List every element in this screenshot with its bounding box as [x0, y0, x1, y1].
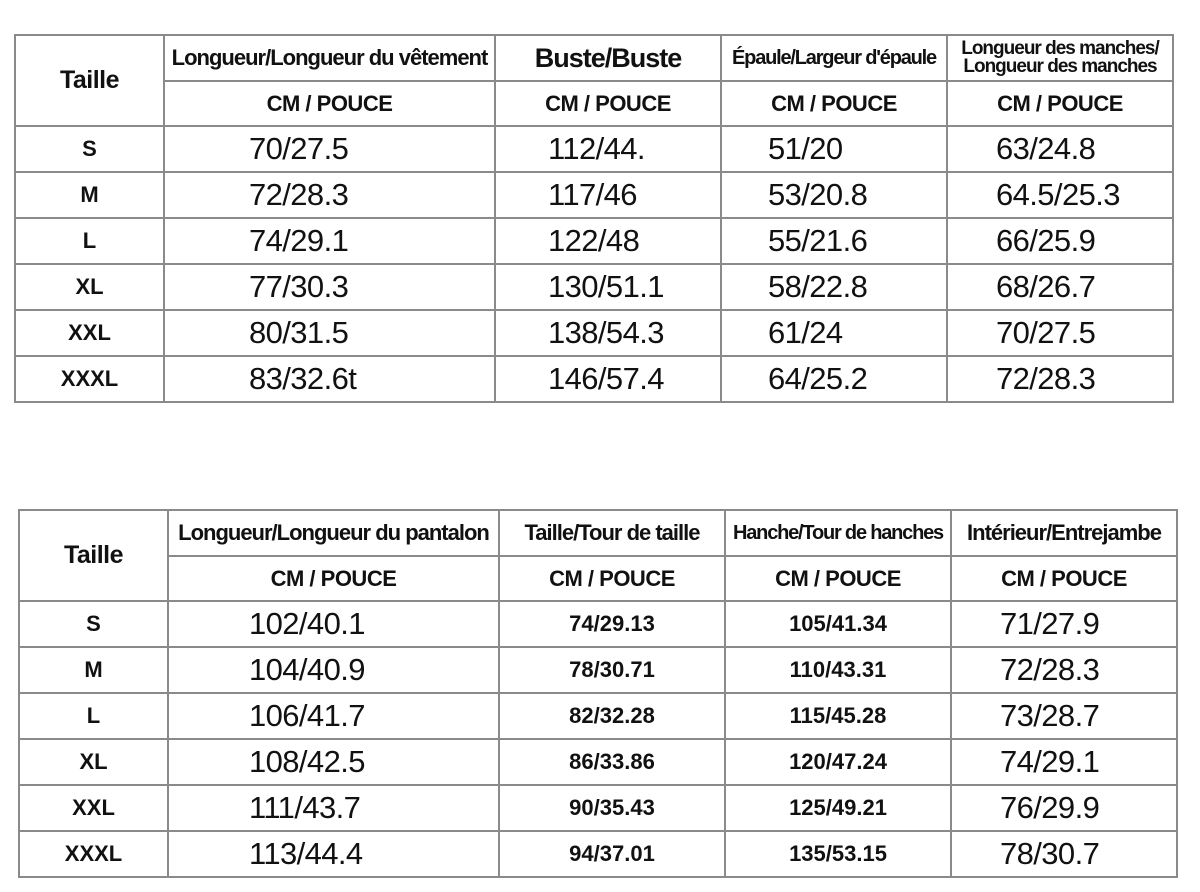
- unit-label: CM / POUCE: [951, 556, 1177, 601]
- sleeve-value: 72/28.3: [947, 356, 1173, 402]
- size-column-header: Taille: [15, 35, 164, 126]
- waist-value: 90/35.43: [499, 785, 725, 831]
- unit-label: CM / POUCE: [168, 556, 499, 601]
- sleeve-value: 64.5/25.3: [947, 172, 1173, 218]
- unit-label: CM / POUCE: [164, 81, 495, 126]
- bottom-size-table: [18, 509, 1178, 878]
- inseam-value: 74/29.1: [951, 739, 1177, 785]
- size-label: M: [15, 172, 164, 218]
- size-label: L: [15, 218, 164, 264]
- hip-value: 110/43.31: [725, 647, 951, 693]
- sleeve-value: 66/25.9: [947, 218, 1173, 264]
- column-header-sleeve: [947, 35, 1173, 81]
- inseam-value: 71/27.9: [951, 601, 1177, 647]
- size-label: L: [19, 693, 168, 739]
- size-label: M: [19, 647, 168, 693]
- shoulder-value: 55/21.6: [721, 218, 947, 264]
- column-header-sleeve-text: Longueur des manches/ Longueur des manches: [961, 38, 1159, 77]
- chest-value: 146/57.4: [495, 356, 721, 402]
- size-label: XL: [15, 264, 164, 310]
- column-header-inseam: Intérieur/Entrejambe: [951, 510, 1177, 556]
- size-label: XXL: [19, 785, 168, 831]
- chest-value: 112/44.: [495, 126, 721, 172]
- length-value: 74/29.1: [164, 218, 495, 264]
- length-value: 72/28.3: [164, 172, 495, 218]
- bottom-unit-row: [19, 556, 1177, 601]
- inseam-value: 78/30.7: [951, 831, 1177, 877]
- table-row: [19, 601, 1177, 647]
- column-header-length: Longueur/Longueur du vêtement: [164, 35, 495, 81]
- length-value: 80/31.5: [164, 310, 495, 356]
- top-size-table: [14, 34, 1174, 403]
- table-row: [19, 693, 1177, 739]
- trouser-length-value: 102/40.1: [168, 601, 499, 647]
- table-row: [15, 356, 1173, 402]
- shoulder-value: 64/25.2: [721, 356, 947, 402]
- chest-value: 130/51.1: [495, 264, 721, 310]
- table-row: [15, 264, 1173, 310]
- size-column-header: Taille: [19, 510, 168, 601]
- size-label: S: [19, 601, 168, 647]
- waist-value: 82/32.28: [499, 693, 725, 739]
- length-value: 83/32.6t: [164, 356, 495, 402]
- shoulder-value: 51/20: [721, 126, 947, 172]
- table-row: [15, 310, 1173, 356]
- chest-value: 122/48: [495, 218, 721, 264]
- size-label: S: [15, 126, 164, 172]
- trouser-length-value: 111/43.7: [168, 785, 499, 831]
- table-row: [19, 647, 1177, 693]
- length-value: 77/30.3: [164, 264, 495, 310]
- chest-value: 117/46: [495, 172, 721, 218]
- size-label: XXL: [15, 310, 164, 356]
- table-row: [15, 172, 1173, 218]
- inseam-value: 76/29.9: [951, 785, 1177, 831]
- top-unit-row: [15, 81, 1173, 126]
- hip-value: 115/45.28: [725, 693, 951, 739]
- sleeve-value: 70/27.5: [947, 310, 1173, 356]
- unit-label: CM / POUCE: [947, 81, 1173, 126]
- waist-value: 74/29.13: [499, 601, 725, 647]
- shoulder-value: 53/20.8: [721, 172, 947, 218]
- column-header-hip: Hanche/Tour de hanches: [725, 510, 951, 556]
- shoulder-value: 61/24: [721, 310, 947, 356]
- shoulder-value: 58/22.8: [721, 264, 947, 310]
- trouser-length-value: 106/41.7: [168, 693, 499, 739]
- length-value: 70/27.5: [164, 126, 495, 172]
- unit-label: CM / POUCE: [725, 556, 951, 601]
- column-header-waist: Taille/Tour de taille: [499, 510, 725, 556]
- column-header-shoulder: Épaule/Largeur d'épaule: [721, 35, 947, 81]
- waist-value: 78/30.71: [499, 647, 725, 693]
- column-header-chest: Buste/Buste: [495, 35, 721, 81]
- unit-label: CM / POUCE: [499, 556, 725, 601]
- chest-value: 138/54.3: [495, 310, 721, 356]
- waist-value: 94/37.01: [499, 831, 725, 877]
- unit-label: CM / POUCE: [721, 81, 947, 126]
- sleeve-value: 68/26.7: [947, 264, 1173, 310]
- table-row: [19, 831, 1177, 877]
- sleeve-value: 63/24.8: [947, 126, 1173, 172]
- hip-value: 125/49.21: [725, 785, 951, 831]
- size-label: XXXL: [15, 356, 164, 402]
- inseam-value: 72/28.3: [951, 647, 1177, 693]
- trouser-length-value: 113/44.4: [168, 831, 499, 877]
- hip-value: 120/47.24: [725, 739, 951, 785]
- trouser-length-value: 104/40.9: [168, 647, 499, 693]
- trouser-length-value: 108/42.5: [168, 739, 499, 785]
- top-header-row: [15, 35, 1173, 81]
- table-row: [15, 218, 1173, 264]
- unit-label: CM / POUCE: [495, 81, 721, 126]
- inseam-value: 73/28.7: [951, 693, 1177, 739]
- hip-value: 105/41.34: [725, 601, 951, 647]
- size-label: XL: [19, 739, 168, 785]
- size-label: XXXL: [19, 831, 168, 877]
- column-header-trouser-length: Longueur/Longueur du pantalon: [168, 510, 499, 556]
- table-row: [19, 739, 1177, 785]
- waist-value: 86/33.86: [499, 739, 725, 785]
- table-row: [19, 785, 1177, 831]
- bottom-header-row: [19, 510, 1177, 556]
- table-row: [15, 126, 1173, 172]
- hip-value: 135/53.15: [725, 831, 951, 877]
